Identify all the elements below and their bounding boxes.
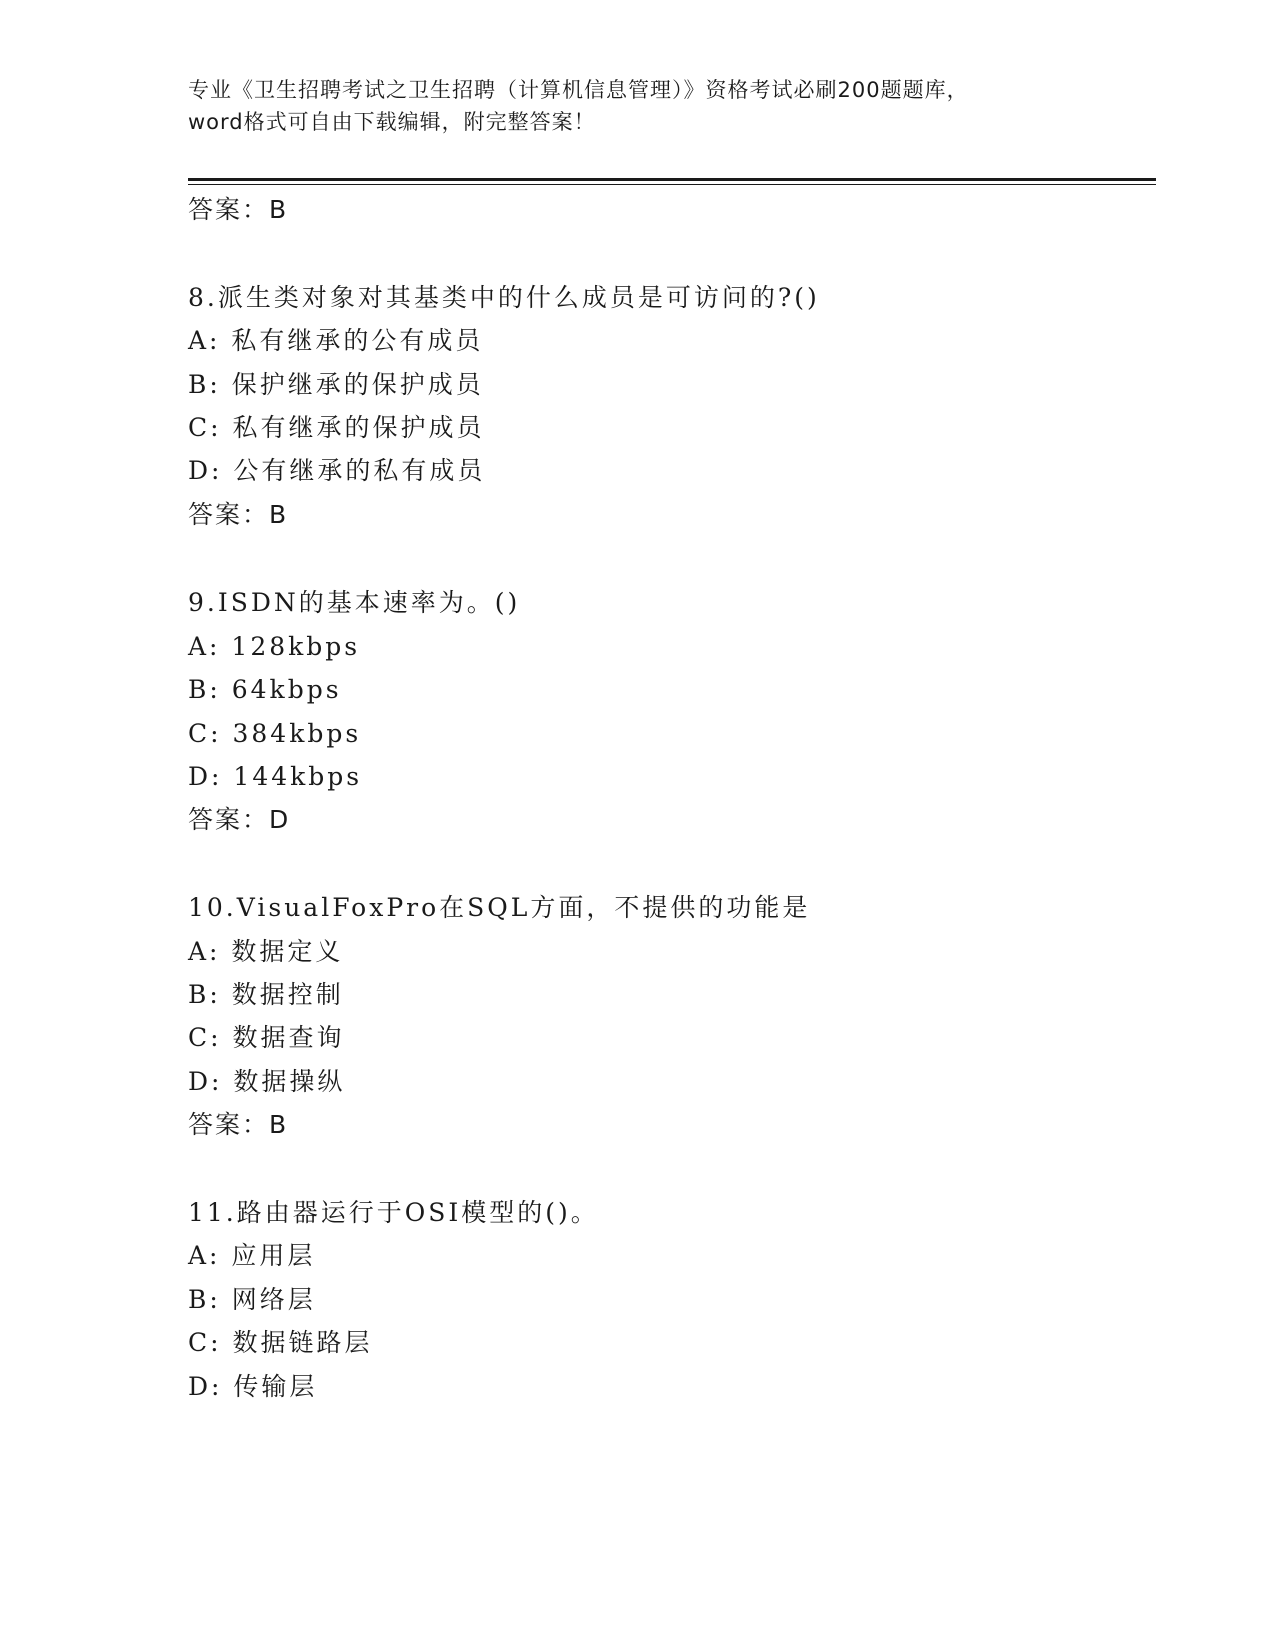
question-9-option-b: B: 64kbps	[188, 675, 342, 704]
header-line-1: 专业《卫生招聘考试之卫生招聘（计算机信息管理）》资格考试必刷200题题库，	[188, 78, 969, 102]
document-header	[188, 74, 1088, 138]
question-10-text: 10.VisualFoxPro在SQL方面，不提供的功能是	[188, 893, 811, 922]
question-8-option-b: B: 保护继承的保护成员	[188, 370, 484, 399]
header-rule-thin	[188, 184, 1156, 185]
question-9-option-a: A: 128kbps	[188, 632, 361, 661]
question-10-option-b: B: 数据控制	[188, 980, 344, 1009]
question-10-option-d: D: 数据操纵	[188, 1067, 346, 1096]
header-line-2: word格式可自由下载编辑，附完整答案！	[188, 110, 596, 134]
question-8-text: 8.派生类对象对其基类中的什么成员是可访问的?()	[188, 283, 820, 312]
question-10-option-c: C: 数据查询	[188, 1023, 345, 1052]
answer-10: 答案：B	[188, 1110, 289, 1139]
question-10-option-a: A: 数据定义	[188, 937, 344, 966]
question-8-option-d: D: 公有继承的私有成员	[188, 456, 486, 485]
question-8-option-c: C: 私有继承的保护成员	[188, 413, 485, 442]
header-rule-thick	[188, 178, 1156, 181]
question-9-option-c: C: 384kbps	[188, 719, 362, 748]
question-11-option-a: A: 应用层	[188, 1241, 316, 1270]
answer-9: 答案：D	[188, 805, 291, 834]
question-11-option-d: D: 传输层	[188, 1372, 318, 1401]
question-8-option-a: A: 私有继承的公有成员	[188, 326, 484, 355]
question-11-option-b: B: 网络层	[188, 1285, 316, 1314]
answer-8: 答案：B	[188, 500, 289, 529]
question-9-text: 9.ISDN的基本速率为。()	[188, 588, 521, 617]
answer-7: 答案：B	[188, 195, 289, 224]
question-11-option-c: C: 数据链路层	[188, 1328, 373, 1357]
question-11-text: 11.路由器运行于OSI模型的()。	[188, 1198, 599, 1227]
question-9-option-d: D: 144kbps	[188, 762, 363, 791]
